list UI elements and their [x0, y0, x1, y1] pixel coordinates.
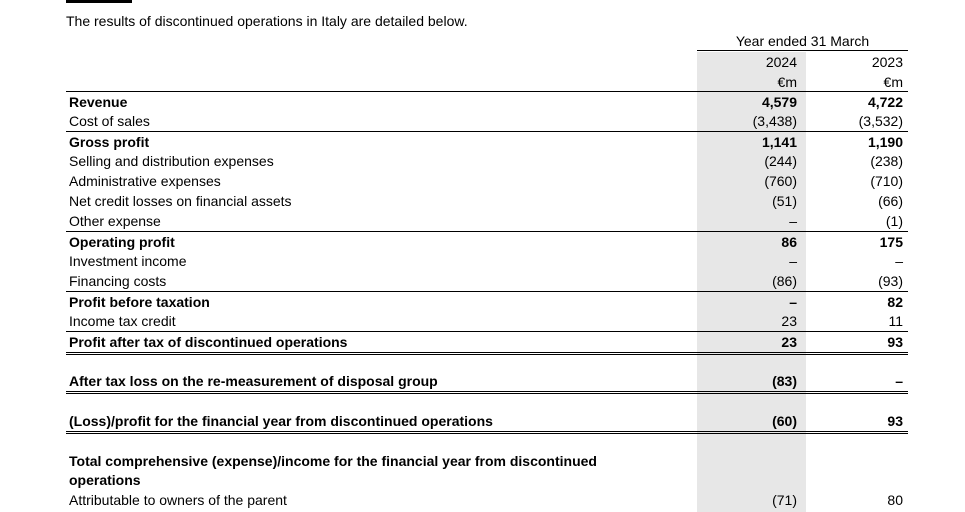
- row-label: Attributable to owners of the parent: [69, 492, 287, 508]
- value-2024: 1,141: [761, 134, 797, 150]
- row-label: (Loss)/profit for the financial year from discontinued operations: [69, 413, 493, 429]
- value-2023: (93): [878, 273, 903, 289]
- value-2023: 93: [887, 334, 903, 350]
- value-2023: (66): [878, 193, 903, 209]
- row-label: Net credit losses on financial assets: [69, 193, 292, 209]
- value-2023: (710): [870, 173, 903, 189]
- col-2024-year: 2024: [765, 54, 797, 70]
- table-row-profit-before-tax: [66, 291, 908, 312]
- row-label: Operating profit: [69, 234, 175, 250]
- value-2024: (86): [772, 273, 797, 289]
- value-2024: (60): [772, 413, 797, 429]
- value-2024: –: [789, 213, 797, 229]
- value-2023: 175: [879, 234, 903, 250]
- value-2024: (244): [764, 153, 797, 169]
- col-2023-year: 2023: [871, 54, 903, 70]
- col-2023-unit: €m: [883, 74, 903, 90]
- value-2023: –: [895, 253, 903, 269]
- row-label: Gross profit: [69, 134, 150, 150]
- value-2024: 4,579: [761, 94, 797, 110]
- row-label: Profit before taxation: [69, 294, 210, 310]
- col-2024-unit: €m: [777, 74, 797, 90]
- value-2024: (51): [772, 193, 797, 209]
- value-2023: (238): [870, 153, 903, 169]
- value-2023: 80: [887, 492, 903, 508]
- row-label: Selling and distribution expenses: [69, 153, 274, 169]
- value-2024: –: [789, 294, 797, 310]
- table-row-operating-profit: [66, 231, 908, 252]
- value-2023: 1,190: [867, 134, 903, 150]
- value-2024: (3,438): [752, 113, 797, 129]
- table-row-remeasurement-loss: [66, 371, 908, 394]
- row-label: After tax loss on the re-measurement of disposal group: [69, 373, 438, 389]
- value-2024: (71): [772, 492, 797, 508]
- table-row-gross-profit: [66, 131, 908, 152]
- row-label: Cost of sales: [69, 113, 150, 129]
- value-2024: (760): [764, 173, 797, 189]
- table-row-loss-profit-discontinued: [66, 411, 908, 434]
- value-2023: (1): [885, 213, 903, 229]
- top-accent-bar: [66, 0, 132, 3]
- table-row-cost-of-sales: [66, 111, 908, 131]
- value-2023: (3,532): [858, 113, 903, 129]
- table-row-selling-distribution: [66, 151, 908, 171]
- value-2023: 4,722: [867, 94, 903, 110]
- row-label: Total comprehensive (expense)/income for the financial year from discontinued operations: [69, 453, 597, 488]
- value-2024: 23: [781, 334, 797, 350]
- row-label: Administrative expenses: [69, 173, 221, 189]
- row-label: Other expense: [69, 213, 161, 229]
- value-2023: 93: [887, 413, 903, 429]
- row-label: Financing costs: [69, 273, 167, 289]
- table-row-investment-income: [66, 251, 908, 271]
- value-2023: 11: [888, 313, 903, 329]
- value-2024: –: [789, 253, 797, 269]
- table-row-attributable-owners: [66, 490, 908, 510]
- row-label: Income tax credit: [69, 313, 176, 329]
- intro-text: The results of discontinued operations in Italy are detailed below.: [66, 13, 468, 29]
- row-label: Profit after tax of discontinued operations: [69, 334, 348, 350]
- value-2024: 23: [781, 313, 797, 329]
- table-row-profit-after-tax: [66, 331, 908, 355]
- table-row-net-credit-losses: [66, 191, 908, 211]
- table-row-income-tax-credit: [66, 311, 908, 331]
- table-row-financing-costs: [66, 271, 908, 291]
- table-row-administrative: [66, 171, 908, 191]
- period-header: Year ended 31 March: [697, 32, 908, 51]
- value-2024: 86: [781, 234, 797, 250]
- table-row-total-comprehensive: [66, 452, 908, 490]
- table-row-revenue: [66, 91, 908, 112]
- value-2024: (83): [772, 373, 797, 389]
- row-label: Revenue: [69, 94, 128, 110]
- value-2023: 82: [887, 294, 903, 310]
- value-2023: –: [895, 373, 903, 389]
- table-row-other-expense: [66, 211, 908, 231]
- row-label: Investment income: [69, 253, 187, 269]
